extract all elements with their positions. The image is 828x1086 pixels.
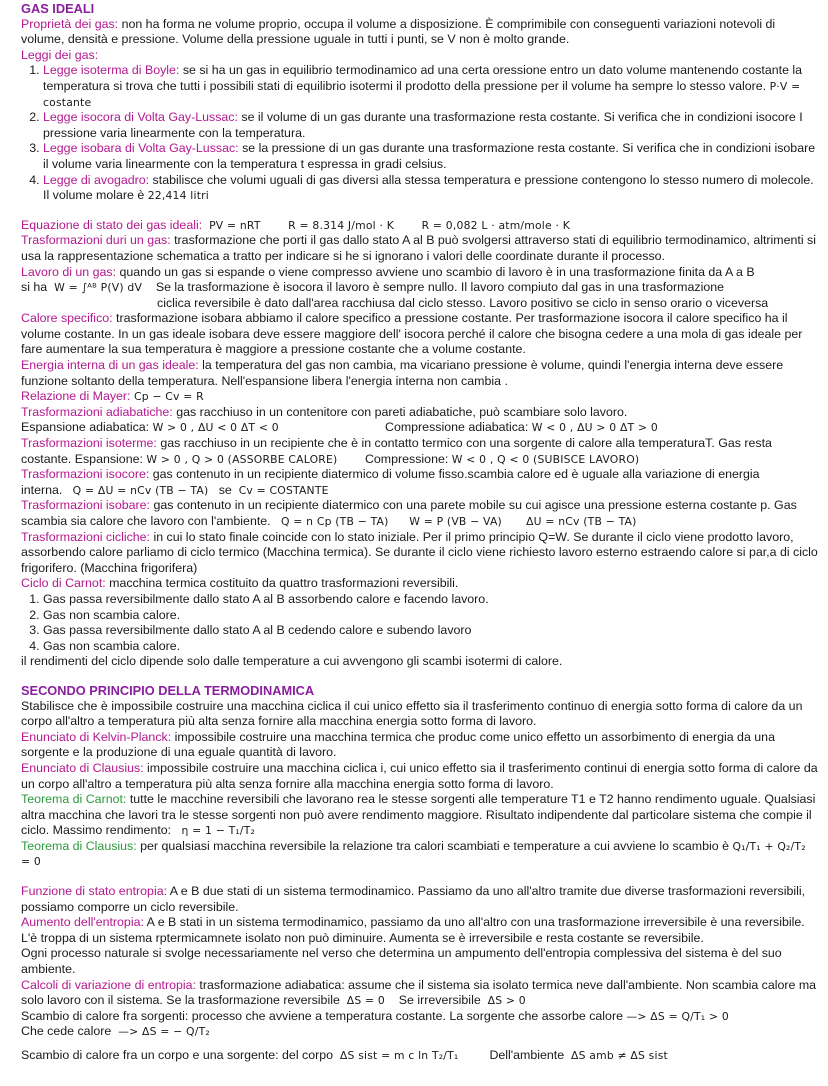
paragraph-calcoli xyxy=(21,978,818,1009)
paragraph-rendimento: il rendimenti del ciclo dipende solo dalle temperature a cui avvengono gli scambi isotermi di calore. xyxy=(21,654,563,669)
paragraph-text: A e B stati in un sistema termodinamico, passiamo da uno all'altro con una trasformazione irreversibile è una reversibile. L'è troppa di un sistema rptermicamnete isolato non può diminuire. Aumenta se è irreversibile e resta costante se reversibile. xyxy=(21,915,805,945)
term-label: Teorema di Carnot: xyxy=(21,792,127,807)
paragraph-text: se xyxy=(218,482,232,497)
paragraph-text: Compressione adiabatica: xyxy=(385,420,529,435)
handwritten-formula: PV = nRT xyxy=(209,218,261,232)
term-label: Legge isocora di Volta Gay-Lussac: xyxy=(43,110,238,125)
handwritten-formula: ΔS = 0 xyxy=(346,994,385,1008)
paragraph-cicliche xyxy=(21,530,818,577)
term-label: Enunciato di Clausius: xyxy=(21,760,144,775)
paragraph-text: Se la trasformazione è isocora il lavoro è sempre nullo. Il lavoro compiuto dal gas in una trasformazione xyxy=(155,280,724,295)
handwritten-formula: —> ΔS = Q/T₁ > 0 xyxy=(626,1009,729,1023)
paragraph-lavoro xyxy=(21,265,818,312)
handwritten-formula: W > 0 , ΔU < 0 ΔT < 0 xyxy=(152,421,279,435)
term-label: Funzione di stato entropia: xyxy=(21,884,168,899)
term-label: Equazione di stato dei gas ideali: xyxy=(21,217,203,232)
paragraph-text: trasformazione adiabatica: assume che il sistema sia isolato termica neve dall'ambiente. Non scambia calore ma solo lavoro con il sistema. Se la trasformazione reversibile xyxy=(21,977,817,1008)
list-item: 3. Gas passa reversibilmente dallo stato A al B cedendo calore e subendo lavoro xyxy=(43,623,818,639)
handwritten-formula: Cv = COSTANTE xyxy=(238,483,329,497)
paragraph-text: trasformazione isobara abbiamo il calore specifico a pressione costante. Per trasformazione isocora il calore specifico ha il volume costante. In un gas ideale isobara deve essere maggiore dell' isocora perché il calore che bisogna cedere a una mola di gas ideale per fare aumentare la sua temperatura è maggiore a pressione costante che a volume costante. xyxy=(21,311,803,357)
term-label: Trasformazioni duri un gas: xyxy=(21,233,171,248)
term-label: Ciclo di Carnot: xyxy=(21,576,106,591)
term-label: Trasformazioni adiabatiche: xyxy=(21,404,173,419)
paragraph-isoterme xyxy=(21,436,818,467)
handwritten-formula: ΔS amb ≠ ΔS sist xyxy=(571,1049,668,1062)
list-item xyxy=(43,63,818,110)
paragraph-text: per qualsiasi macchina reversibile la relazione tra calori scambiati e temperature a cui avviene lo scambio è xyxy=(136,838,729,853)
section-title-secondo-principio: SECONDO PRINCIPIO DELLA TERMODINAMICA xyxy=(21,682,315,698)
paragraph-secondo-intro: Stabilisce che è impossibile costruire una macchina ciclica il cui unico effetto sia il trasferimento continuo di energia sotto forma di calore da un corpo all'altro a temperatura più alta senza fornire alla macchina energia sotto forma di lavoro. xyxy=(21,698,803,729)
handwritten-formula: η = 1 − T₁/T₂ xyxy=(181,824,256,838)
handwritten-formula: ΔS sist = m c ln T₂/T₁ xyxy=(339,1049,459,1062)
term-label: Trasformazioni isobare: xyxy=(21,498,151,513)
handwritten-formula: Cp − Cv = R xyxy=(133,390,204,404)
paragraph-scambio-corpo xyxy=(21,1048,818,1064)
handwritten-formula: Q = n Cp (TB − TA) xyxy=(280,515,389,528)
term-label: Legge isobara di Volta Gay-Lussac: xyxy=(43,141,239,156)
term-label: Teorema di Clausius: xyxy=(21,838,137,853)
handwritten-formula: Q₁/T₁ + Q₂/T₂ = 0 xyxy=(21,839,806,869)
paragraph-processo-naturale: Ogni processo naturale si svolge necessariamente nel verso che determina un ampumento dell'entropia complessiva del sistema è del suo ambiente. xyxy=(21,946,782,977)
list-item: 4. Gas non scambia calore. xyxy=(43,639,818,655)
paragraph-text: se il volume di un gas durante una trasformazione resta costante. Si verifica che in condizioni isocore I pressione varia linearmente con la temperatura. xyxy=(43,110,803,140)
paragraph-adiabatiche xyxy=(21,405,818,436)
list-item: 1. Gas passa reversibilmente dallo stato A al B assorbendo calore e facendo lavoro. xyxy=(43,592,818,608)
paragraph-text: Che cede calore xyxy=(21,1024,112,1039)
paragraph-text: quando un gas si espande o viene compresso avviene uno scambio di lavoro è in una trasformazione finita da A a B xyxy=(116,264,755,279)
handwritten-formula: 22,414 litri xyxy=(147,189,209,203)
paragraph-text: gas racchiuso in un contenitore con pareti adiabatiche, può scambiare solo lavoro. xyxy=(172,404,628,419)
handwritten-formula: W < 0 , ΔU > 0 ΔT > 0 xyxy=(531,421,658,435)
paragraph-funzione-entropia xyxy=(21,884,818,915)
term-label: Energia interna di un gas ideale: xyxy=(21,358,199,373)
list-item xyxy=(43,141,818,172)
paragraph-kelvin xyxy=(21,730,818,761)
paragraph-carnot xyxy=(21,576,818,592)
paragraph-text: stabilisce che volumi uguali di gas diversi alla stessa temperatura e pressione contengono lo stesso numero di molecole. Il volume molare è xyxy=(43,172,814,203)
carnot-steps xyxy=(21,592,818,654)
paragraph-calore xyxy=(21,311,818,358)
handwritten-formula: W > 0 , Q > 0 (ASSORBE CALORE) xyxy=(146,452,338,466)
handwritten-formula: R = 0,082 L · atm/mole · K xyxy=(421,218,571,232)
term-label: Relazione di Mayer: xyxy=(21,389,131,404)
paragraph-text: gas contenuto in un recipiente diatermico con una parete mobile su cui agisce una pressione esterna costante p. Gas scambia sia calore che lavoro con l'ambiente. xyxy=(21,498,797,528)
term-label: Legge di avogadro: xyxy=(43,172,150,187)
paragraph-text: gas contenuto in un recipiente diatermico di volume fisso.scambia calore ed è uguale alla variazione di energia interna. xyxy=(21,467,760,497)
paragraph-energia xyxy=(21,358,818,389)
paragraph-text: Compressione: xyxy=(364,451,449,466)
handwritten-formula: W = ∫ᴬᴮ P(V) dV xyxy=(54,281,143,295)
paragraph-equazione-stato xyxy=(21,218,818,234)
term-label: Legge isoterma di Boyle: xyxy=(43,63,180,78)
paragraph-text: Scambio di calore fra un corpo e una sorgente: del corpo xyxy=(21,1048,334,1062)
handwritten-formula: P·V = costante xyxy=(43,79,801,109)
paragraph-scambio-sorgenti xyxy=(21,1009,818,1040)
term-label: Trasformazioni isocore: xyxy=(21,467,150,482)
paragraph-text: Scambio di calore fra sorgenti: processo che avviene a temperatura costante. La sorgente che assorbe calore xyxy=(21,1008,623,1023)
term-label: Proprietà dei gas: xyxy=(21,16,119,31)
list-item xyxy=(43,173,818,204)
paragraph-clausius-enunciato xyxy=(21,761,818,792)
paragraph-mayer xyxy=(21,389,818,405)
paragraph-text: si ha xyxy=(21,280,48,295)
term-label: Trasformazioni isoterme: xyxy=(21,436,157,451)
handwritten-formula: W = P (VB − VA) xyxy=(409,515,502,528)
paragraph-trasformazioni xyxy=(21,233,818,264)
paragraph-text: macchina termica costituito da quattro trasformazioni reversibili. xyxy=(105,576,459,591)
paragraph-aumento-entropia xyxy=(21,915,818,946)
term-label: Trasformazioni cicliche: xyxy=(21,529,150,544)
term-label: Aumento dell'entropia: xyxy=(21,915,144,930)
paragraph-text: trasformazione che porti il gas dallo stato A al B può svolgersi attraverso stati di equilibrio termodinamico, altrimenti si usa la rappresentazione schematica a tratto per indicare si he si ignorano i valori delle coordinate durante il processo. xyxy=(21,233,816,263)
paragraph-text: A e B due stati di un sistema termodinamico. Passiamo da uno all'altro tramite due diverse trasformazioni reversibili, possiamo comporre un ciclo reversibile. xyxy=(21,884,806,914)
handwritten-formula: ΔU = nCv (TB − TA) xyxy=(526,515,637,528)
laws-list xyxy=(21,63,818,203)
section-title-gas-ideali: GAS IDEALI xyxy=(21,1,95,16)
paragraph-isobare xyxy=(21,498,818,529)
paragraph-isocore xyxy=(21,467,818,498)
paragraph-teorema-carnot xyxy=(21,792,818,839)
handwritten-formula: ΔS > 0 xyxy=(487,994,526,1008)
paragraph-text: Espansione adiabatica: xyxy=(21,420,150,435)
paragraph-teorema-clausius xyxy=(21,839,818,870)
list-item xyxy=(43,110,818,141)
handwritten-formula: —> ΔS = − Q/T₂ xyxy=(118,1025,210,1039)
handwritten-formula: R = 8.314 J/mol · K xyxy=(288,218,395,232)
term-label: Calore specifico: xyxy=(21,311,113,326)
paragraph-text: se la pressione di un gas durante una trasformazione resta costante. Si verifica che in condizioni isobare il volume varia linearmente con la temperatura t espressa in gradi celsius. xyxy=(43,141,816,171)
term-label: Lavoro di un gas: xyxy=(21,264,117,279)
paragraph-text: gas racchiuso in un recipiente che è in contatto termico con una sorgente di calore alla temperaturaT. Gas resta costante. Espansione: xyxy=(21,436,772,466)
laws-title: Leggi dei gas: xyxy=(21,47,99,62)
handwritten-formula: W < 0 , Q < 0 (SUBISCE LAVORO) xyxy=(451,452,640,466)
term-label: Enunciato di Kelvin-Planck: xyxy=(21,729,172,744)
paragraph-proprieta xyxy=(21,17,818,48)
paragraph-text: impossibile costruire una macchina termica che produc come unico effetto un assorbimento di energia da una sorgente e la produzione di una eguale quantità di lavoro. xyxy=(21,729,775,760)
paragraph-text: la temperatura del gas non cambia, ma vicariano pressione è volume, quindi l'energia interna deve essere funzione soltanto della temperatura. Nell'espansione libera l'energia interna non cambia . xyxy=(21,358,784,388)
term-label: Calcoli di variazione di entropia: xyxy=(21,977,196,992)
handwritten-formula: Q = ΔU = nCv (TB − TA) xyxy=(72,483,209,497)
paragraph-text: in cui lo stato finale coincide con lo stato iniziale. Per il primo principio Q=W. Se durante il ciclo viene prodotto lavoro, assorbendo calore parliamo di ciclo termico (Macchina termica). Se durante il ciclo viene richiesto lavoro esterno estraendo calore si par,a di ciclo frigorifero. (Macchina frigorifera) xyxy=(21,529,818,575)
paragraph-text: non ha forma ne volume proprio, occupa il volume a disposizione. È comprimibile con conseguenti variazioni notevoli di volume, densità e pressione. Volume della pressione uguale in tutti i punti, se V non è molto grande. xyxy=(21,16,776,47)
paragraph-text: se si ha un gas in equilibrio termodinamico ad una certa oressione entro un dato volume mantenendo costante la temperatura si trova che tutti i possibili stati di equilibrio isotermi il prodotto della pressione per il volume ha sempre lo stesso valore. xyxy=(43,63,803,93)
paragraph-text: impossibile costruire una macchina ciclica i, cui unico effetto sia il trasferimento continui di energia sotto forma di calore da un corpo all'altro a temperatura più alta senza fornire alla macchina energia sotto forma di lavoro. xyxy=(21,760,818,791)
paragraph-text: Se irreversibile xyxy=(398,993,481,1008)
paragraph-text: tutte le macchine reversibili che lavorano rea le stesse sorgenti alle temperature T1 e T2 hanno rendimento uguale. Qualsiasi altra macchina che lavori tra le stesse sorgenti non può avere rendimento maggiore. Risultato indipendente dal particolare sistema che compie il ciclo. Massimo rendimento: xyxy=(21,792,816,838)
list-item: 2. Gas non scambia calore. xyxy=(43,608,818,624)
paragraph-text: ciclica reversibile è dato dall'area racchiusa dal ciclo stesso. Lavoro positivo se ciclo in senso orario o viceversa xyxy=(157,295,769,310)
paragraph-text: Dell'ambiente xyxy=(489,1048,565,1062)
